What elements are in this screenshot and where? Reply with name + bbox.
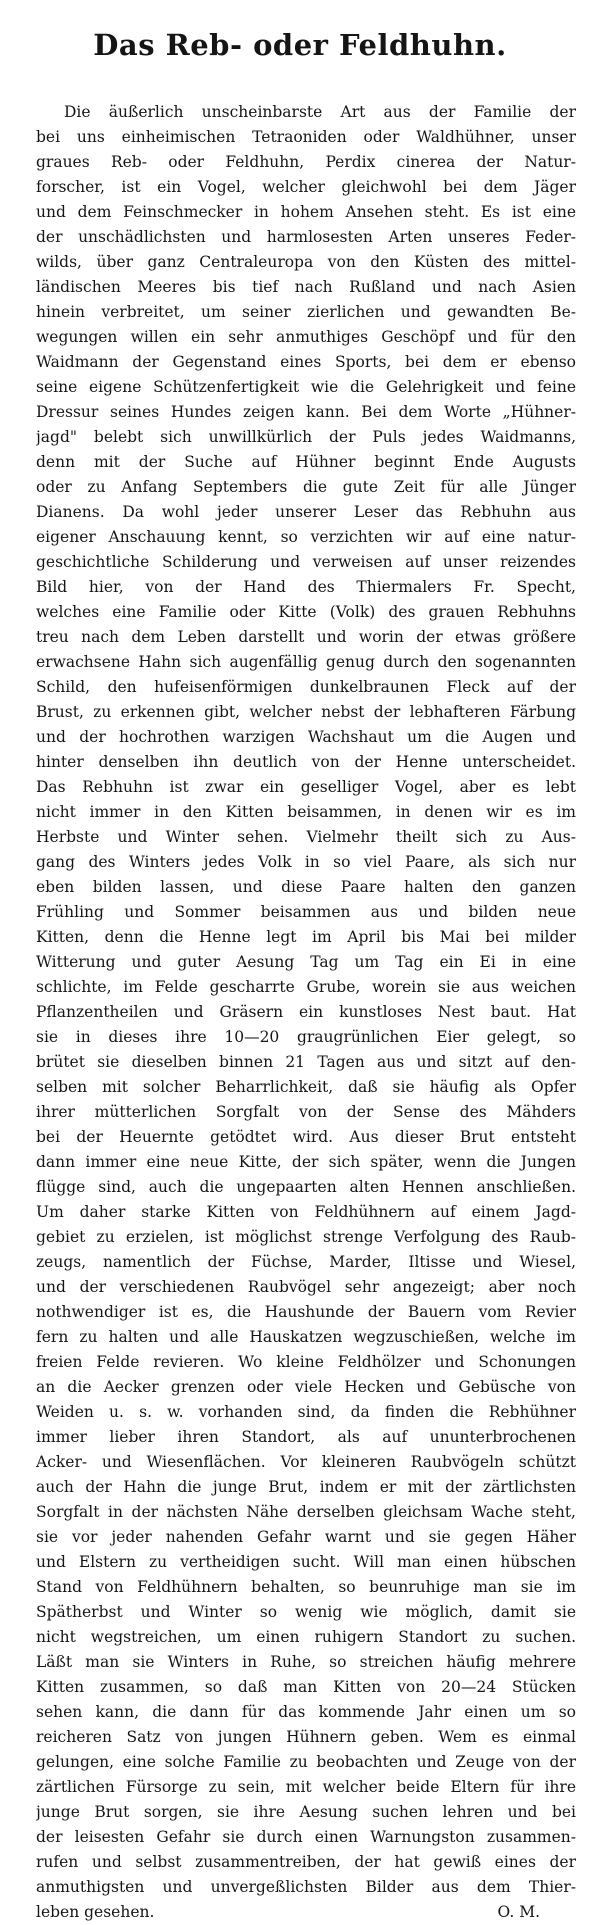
text-line: rufen und selbst zusammentreiben, der hat gewiß eines der (36, 1853, 576, 1871)
text-line: sehen kann, die dann für das kommende Jahr einen um so (36, 1703, 576, 1721)
text-line: nothwendiger ist es, die Haushunde der Bauern vom Revier (36, 1303, 576, 1321)
text-line: treu nach dem Leben darstellt und worin der etwas größere (36, 628, 576, 646)
text-line: Bild hier, von der Hand des Thiermalers Fr. Specht, (36, 578, 576, 596)
text-line: Pflanzentheilen und Gräsern ein kunstloses Nest baut. Hat (36, 1003, 576, 1021)
text-line: fern zu halten und alle Hauskatzen wegzuschießen, welche im (36, 1328, 576, 1346)
text-line: und der verschiedenen Raubvögel sehr angezeigt; aber noch (36, 1278, 576, 1296)
text-line: Witterung und guter Aesung Tag um Tag ein Ei in eine (36, 953, 576, 971)
text-line: bei der Heuernte getödtet wird. Aus dieser Brut entsteht (36, 1128, 576, 1146)
text-line: erwachsene Hahn sich augenfällig genug durch den sogenannten (36, 653, 576, 671)
text-line: Acker- und Wiesenflächen. Vor kleineren Raubvögeln schützt (36, 1453, 576, 1471)
text-line: Brust, zu erkennen gibt, welcher nebst der lebhafteren Färbung (36, 703, 576, 721)
text-line: brütet sie dieselben binnen 21 Tagen aus und sitzt auf den- (36, 1053, 576, 1071)
text-line: an die Aecker grenzen oder viele Hecken und Gebüsche von (36, 1378, 576, 1396)
text-line: und dem Feinschmecker in hohem Ansehen steht. Es ist eine (36, 203, 576, 221)
text-line: zärtlichen Fürsorge zu sein, mit welcher beide Eltern für ihre (36, 1778, 576, 1796)
text-line: Sorgfalt in der nächsten Nähe derselben gleichsam Wache steht, (36, 1503, 576, 1521)
text-line: dann immer eine neue Kitte, der sich später, wenn die Jungen (36, 1153, 576, 1171)
text-line: gebiet zu erzielen, ist möglichst strenge Verfolgung des Raub- (36, 1228, 576, 1246)
text-line: sie vor jeder nahenden Gefahr warnt und sie gegen Häher (36, 1528, 576, 1546)
text-line: zeugs, namentlich der Füchse, Marder, Iltisse und Wiesel, (36, 1253, 576, 1271)
text-line: Frühling und Sommer beisammen aus und bilden neue (36, 903, 576, 921)
text-line: eben bilden lassen, und diese Paare halten den ganzen (36, 878, 576, 896)
text-line: Kitten zusammen, so daß man Kitten von 20—24 Stücken (36, 1678, 576, 1696)
text-line: ländischen Meeres bis tief nach Rußland und nach Asien (36, 278, 576, 296)
text-line: ihrer mütterlichen Sorgfalt von der Sense des Mähders (36, 1103, 576, 1121)
text-line: Waidmann der Gegenstand eines Sports, bei dem er ebenso (36, 353, 576, 371)
article-title: Das Reb- oder Feldhuhn. (93, 28, 507, 62)
text-line: gelungen, eine solche Familie zu beobachten und Zeuge von der (36, 1753, 576, 1771)
text-line: gang des Winters jedes Volk in so viel Paare, als sich nur (36, 853, 576, 871)
author-signature: O. M. (497, 1903, 540, 1921)
text-line: immer lieber ihren Standort, als auf ununterbrochenen (36, 1428, 576, 1446)
text-line: freien Felde revieren. Wo kleine Feldhölzer und Schonungen (36, 1353, 576, 1371)
text-line: hinter denselben ihn deutlich von der Henne unterscheidet. (36, 753, 576, 771)
text-line: Stand von Feldhühnern behalten, so beunruhige man sie im (36, 1578, 576, 1596)
text-line: sie in dieses ihre 10—20 graugrünlichen Eier gelegt, so (36, 1028, 576, 1046)
text-line: seine eigene Schützenfertigkeit wie die Gelehrigkeit und feine (36, 378, 576, 396)
text-line: bei uns einheimischen Tetraoniden oder Waldhühner, unser (36, 128, 576, 146)
text-line: Herbste und Winter sehen. Vielmehr theilt sich zu Aus- (36, 828, 576, 846)
text-line: geschichtliche Schilderung und verweisen auf unser reizendes (36, 553, 576, 571)
text-line: und Elstern zu vertheidigen sucht. Will man einen hübschen (36, 1553, 576, 1571)
text-line: eigener Anschauung kennt, so verzichten wir auf eine natur- (36, 528, 576, 546)
text-line: junge Brut sorgen, sie ihre Aesung suchen lehren und bei (36, 1803, 576, 1821)
text-line: Um daher starke Kitten von Feldhühnern auf einem Jagd- (36, 1203, 576, 1221)
text-line: wegungen willen ein sehr anmuthiges Geschöpf und für den (36, 328, 576, 346)
text-line: und der hochrothen warzigen Wachshaut um die Augen und (36, 728, 576, 746)
text-line: Das Rebhuhn ist zwar ein geselliger Vogel, aber es lebt (36, 778, 576, 796)
text-line: denn mit der Suche auf Hühner beginnt Ende Augusts (36, 453, 576, 471)
text-line: graues Reb- oder Feldhuhn, Perdix cinerea der Natur- (36, 153, 576, 171)
text-line: auch der Hahn die junge Brut, indem er mit der zärtlichsten (36, 1478, 576, 1496)
text-line: der unschädlichsten und harmlosesten Arten unseres Feder- (36, 228, 576, 246)
text-line: nicht wegstreichen, um einen ruhigern Standort zu suchen. (36, 1628, 576, 1646)
text-line: nicht immer in den Kitten beisammen, in denen wir es im (36, 803, 576, 821)
text-line: oder zu Anfang Septembers die gute Zeit für alle Jünger (36, 478, 576, 496)
text-line: reicheren Satz von jungen Hühnern geben. Wem es einmal (36, 1728, 576, 1746)
text-line: selben mit solcher Beharrlichkeit, daß sie häufig als Opfer (36, 1078, 576, 1096)
text-line: hinein verbreitet, um seiner zierlichen und gewandten Be- (36, 303, 576, 321)
text-line: wilds, über ganz Centraleuropa von den Küsten des mittel- (36, 253, 576, 271)
text-line: Dressur seines Hundes zeigen kann. Bei dem Worte „Hühner- (36, 403, 576, 421)
text-line: forscher, ist ein Vogel, welcher gleichwohl bei dem Jäger (36, 178, 576, 196)
text-line: Kitten, denn die Henne legt im April bis Mai bei milder (36, 928, 576, 946)
article-body (36, 100, 576, 1925)
text-line: flügge sind, auch die ungepaarten alten Hennen anschließen. (36, 1178, 576, 1196)
text-line: welches eine Familie oder Kitte (Volk) des grauen Rebhuhns (36, 603, 576, 621)
text-line: anmuthigsten und unvergeßlichsten Bilder aus dem Thier- (36, 1878, 576, 1896)
text-line: Dianens. Da wohl jeder unserer Leser das Rebhuhn aus (36, 503, 576, 521)
text-line: der leisesten Gefahr sie durch einen Warnungston zusammen- (36, 1828, 576, 1846)
text-line: Läßt man sie Winters in Ruhe, so streichen häufig mehrere (36, 1653, 576, 1671)
text-line: Schild, den hufeisenförmigen dunkelbraunen Fleck auf der (36, 678, 576, 696)
text-line: leben gesehen. O. M. (36, 1900, 576, 1925)
text-line: Weiden u. s. w. vorhanden sind, da finden die Rebhühner (36, 1403, 576, 1421)
text-line: schlichte, im Felde gescharrte Grube, worein sie aus weichen (36, 978, 576, 996)
text-line: jagd" belebt sich unwillkürlich der Puls jedes Waidmanns, (36, 428, 576, 446)
text-line: Die äußerlich unscheinbarste Art aus der Familie der (64, 103, 576, 121)
text-line: Spätherbst und Winter so wenig wie möglich, damit sie (36, 1603, 576, 1621)
